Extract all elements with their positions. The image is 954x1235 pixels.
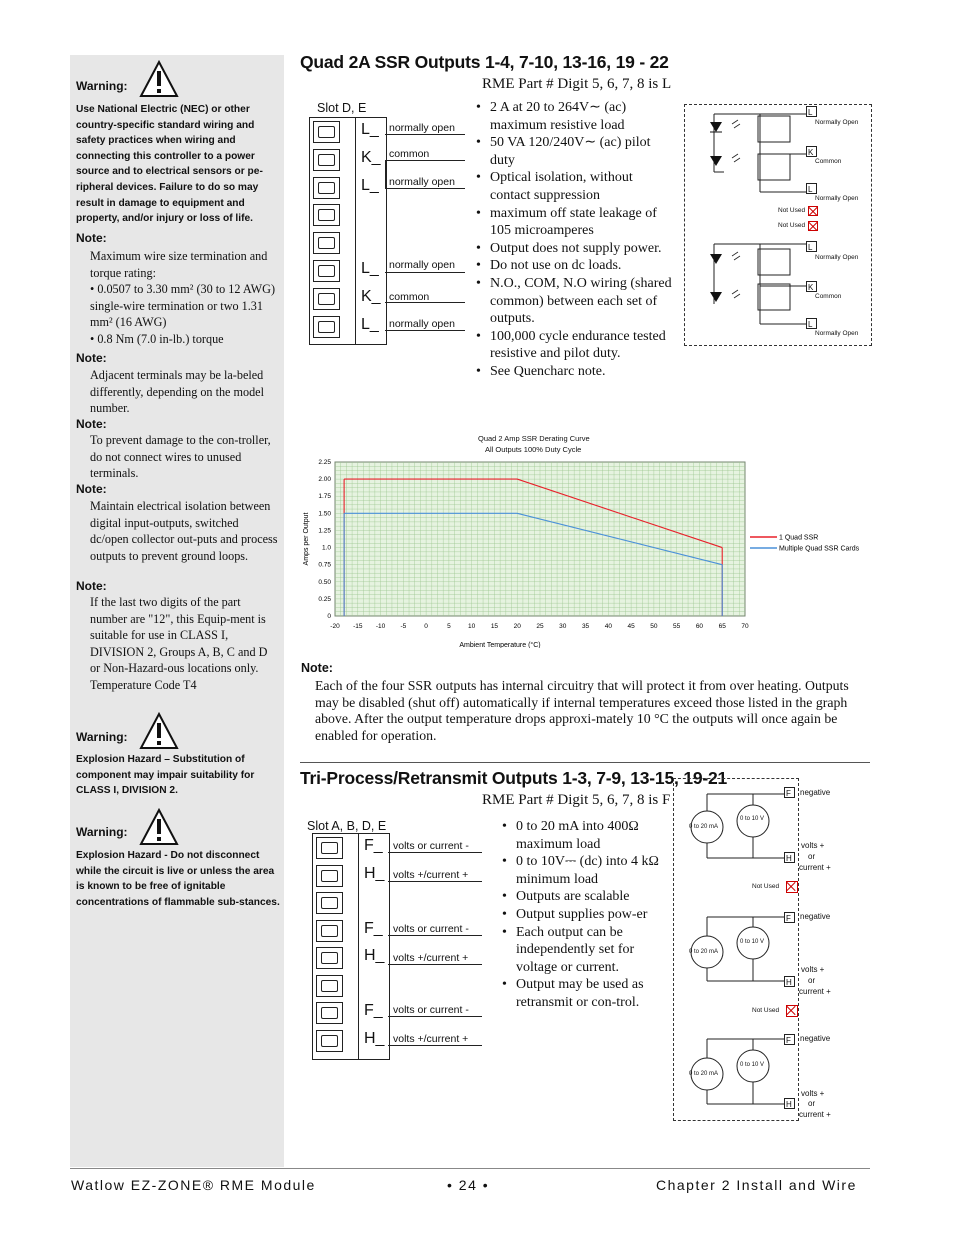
wire [385, 160, 386, 188]
spec-item: • Output may be used as retransmit or con-trol. [502, 976, 662, 1011]
source-label: 0 to 10 V [740, 1062, 765, 1068]
terminal-desc: Normally Open [815, 330, 859, 337]
terminal-screw [316, 920, 343, 942]
wire-label: volts +/current + [393, 1033, 469, 1045]
note-text-line: Maximum wire size termination and torque rating: [90, 249, 268, 280]
terminal-label: H_ [364, 947, 385, 964]
not-used-label: Not Used [752, 1007, 780, 1014]
note-label: Note: [76, 351, 107, 365]
slot-label: Slot A, B, D, E [307, 819, 387, 833]
source-label: 0 to 20 mA [689, 949, 719, 955]
footer-right: Chapter 2 Install and Wire [656, 1177, 857, 1193]
terminal-label: L_ [361, 121, 379, 138]
terminal-desc: volts + [801, 1089, 825, 1098]
page-number: • 24 • [447, 1177, 490, 1193]
terminal-label: F_ [364, 837, 383, 854]
terminal-h: H [784, 852, 795, 863]
terminal-desc: negative [800, 912, 831, 921]
note-text: Each of the four SSR outputs has internal circuitry that will protect it from over heating. Outputs may be disabled (shut off) automatically if internal temperatures exceed those listed in the graph above. After the output temperature drops approxi-mately 10 °C the outputs will once again be enabled for operation. [315, 678, 849, 743]
terminal-screw [316, 865, 343, 887]
terminal-h: H [784, 1098, 795, 1109]
x-tick-label: 25 [536, 623, 544, 630]
terminal-desc: Common [815, 158, 842, 165]
not-used-label: Not Used [778, 222, 806, 229]
x-tick-label: 45 [627, 623, 635, 630]
y-tick-label: 2.00 [318, 476, 331, 484]
note-label: Note: [76, 417, 107, 431]
spec-item: • maximum off state leakage of 105 microamperes [476, 205, 676, 240]
note-label: Note: [301, 661, 333, 675]
not-used-x-icon [808, 221, 818, 231]
wire-label: common [389, 291, 430, 303]
x-tick-label: 55 [673, 623, 681, 630]
terminal-screw [316, 1030, 343, 1052]
spec-item: • 2 A at 20 to 264V∼ (ac) maximum resistive load [476, 99, 676, 134]
terminal-l: L [806, 106, 817, 117]
wire-label: normally open [389, 176, 455, 188]
terminal-desc: or [808, 852, 816, 861]
terminal-desc: Normally Open [815, 254, 859, 261]
terminal-screw [313, 177, 340, 199]
spec-item: • 0 to 20 mA into 400Ω maximum load [502, 818, 662, 853]
y-tick-label: 0.75 [318, 561, 331, 569]
wire-label: volts or current - [393, 1004, 469, 1016]
terminal-screw [313, 121, 340, 143]
x-tick-label: 5 [447, 623, 451, 630]
terminal-label: L_ [361, 176, 379, 194]
section-title: Quad 2A SSR Outputs 1-4, 7-10, 13-16, 19 - 22 [300, 52, 669, 72]
warning-text: Use National Electric (NEC) or other country-specific standard wiring and safety practices when wiring and connecting this controller to a power source and to electrical sensors or pe-ripheral devices. Failure to do so may result in damage to equipment and property, and/or injury or loss of life. [76, 104, 263, 225]
wire [388, 881, 482, 882]
terminal-desc: volts + [801, 841, 825, 850]
terminal-f: F [784, 1034, 795, 1045]
terminal-desc: current + [799, 987, 831, 996]
ssr-schematic-drawing [684, 104, 870, 344]
source-label: 0 to 20 mA [689, 824, 719, 830]
spec-item: • Each output can be independently set for voltage or current. [502, 924, 662, 977]
y-axis-label: Amps per Output [303, 512, 310, 566]
note-text: Maintain electrical isolation between digital input-outputs, switched dc/open collector out-puts and process outputs to prevent ground loops. [90, 499, 278, 563]
derating-chart [296, 456, 896, 648]
wire-label: volts +/current + [393, 952, 469, 964]
note-bullet: • 0.0507 to 3.30 mm² (30 to 12 AWG) single-wire termination or two 1.31 mm² (16 AWG) [90, 282, 276, 329]
source-label: 0 to 10 V [740, 816, 765, 822]
terminal-label: L_ [361, 260, 379, 277]
terminal-desc: Normally Open [815, 195, 859, 202]
x-axis-label: Ambient Temperature (°C) [459, 642, 541, 648]
wire-label: normally open [389, 122, 455, 134]
spec-item: • Output does not supply power. [476, 240, 676, 258]
x-tick-label: 60 [695, 623, 704, 630]
wire [388, 1045, 482, 1046]
terminal-screw [313, 149, 340, 171]
terminal-screw [313, 260, 340, 282]
spec-list [502, 818, 662, 1012]
warning-label: Warning: [76, 730, 128, 744]
x-tick-label: 35 [581, 623, 590, 630]
warning-text: Explosion Hazard – Substitution of component may impair suitability for CLASS I, DIVISION 2. [76, 754, 255, 797]
terminal-f: F [784, 912, 795, 923]
terminal-label: K_ [361, 148, 381, 166]
spec-item: • Output supplies pow-er [502, 906, 662, 924]
warning-label: Warning: [76, 825, 128, 839]
terminal-desc: negative [800, 788, 831, 797]
terminal-desc: or [808, 1099, 816, 1108]
spec-item: • 100,000 cycle endurance tested resistive and pilot duty. [476, 328, 676, 363]
terminal-desc: or [808, 976, 816, 985]
note-text: To prevent damage to the con-troller, do not connect wires to unused terminals. [90, 433, 271, 480]
note-text [90, 248, 280, 347]
spec-list [476, 99, 676, 381]
x-tick-label: 65 [718, 623, 726, 630]
x-tick-label: 70 [741, 623, 749, 630]
wire [385, 134, 465, 135]
y-tick-label: 1.25 [318, 527, 331, 535]
terminal-l: L [806, 318, 817, 329]
chart-subtitle: All Outputs 100% Duty Cycle [485, 445, 582, 454]
not-used-label: Not Used [778, 207, 806, 214]
x-tick-label: -15 [353, 623, 363, 630]
spec-item: • 50 VA 120/240V∼ (ac) pilot duty [476, 134, 676, 169]
wire [385, 188, 465, 189]
terminal-desc: Normally Open [815, 119, 859, 126]
terminal-desc: volts + [801, 965, 825, 974]
x-tick-label: -10 [375, 623, 386, 630]
x-tick-label: 20 [513, 623, 521, 630]
wire [385, 330, 465, 331]
slot-label: Slot D, E [317, 101, 367, 115]
y-tick-label: 0.50 [318, 578, 331, 586]
part-number: RME Part # Digit 5, 6, 7, 8 is F [482, 792, 671, 808]
spec-item: • Do not use on dc loads. [476, 257, 676, 275]
wire [385, 272, 465, 273]
spec-item: • Outputs are scalable [502, 888, 662, 906]
wire [385, 160, 465, 161]
x-tick-label: -20 [330, 623, 340, 630]
y-tick-label: 0 [327, 613, 331, 620]
terminal-desc: Common [815, 293, 842, 300]
section-title: Tri-Process/Retransmit Outputs 1-3, 7-9, 13-15, 19-21 [300, 768, 728, 788]
terminal-k: K [806, 281, 817, 292]
terminal-label: H_ [364, 864, 385, 882]
not-used-x-icon [786, 1005, 798, 1017]
terminal-desc: current + [799, 1110, 831, 1119]
not-used-x-icon [808, 206, 818, 216]
wire-label: normally open [389, 318, 455, 330]
terminal-label: H_ [364, 1029, 385, 1047]
terminal-label: F_ [364, 1002, 383, 1019]
terminal-desc: current + [799, 863, 831, 872]
warning-triangle-icon [139, 60, 179, 98]
spec-item: • 0 to 10V⎓ (dc) into 4 kΩ minimum load [502, 853, 662, 888]
wire [388, 964, 482, 965]
y-tick-label: 2.25 [318, 459, 331, 466]
note-label: Note: [76, 231, 107, 245]
note-label: Note: [76, 579, 107, 593]
terminal-l: L [806, 241, 817, 252]
warning-label: Warning: [76, 79, 128, 93]
spec-item: • N.O., COM, N.O wiring (shared common) between each set of outputs. [476, 275, 676, 328]
wire-label: normally open [389, 259, 455, 271]
source-label: 0 to 20 mA [689, 1071, 719, 1077]
wire-label: volts or current - [393, 840, 469, 852]
wire-label: volts +/current + [393, 869, 469, 881]
wire [388, 852, 482, 853]
wire [388, 1016, 482, 1017]
divider [300, 762, 870, 763]
terminal-label: L_ [361, 315, 379, 333]
note-text: If the last two digits of the part number are "12", this Equip-ment is suitable for use in CLASS I, DIVISION 2, Groups A, B, C and D or Non-Hazard-ous locations only. Temperature Code T4 [90, 595, 268, 692]
terminal-screw [313, 232, 340, 254]
footer-divider [70, 1168, 870, 1169]
terminal-screw [313, 288, 340, 310]
x-tick-label: 40 [604, 623, 612, 630]
terminal-screw [313, 204, 340, 226]
terminal-screw [316, 947, 343, 969]
spec-item: • Optical isolation, without contact suppression [476, 169, 676, 204]
x-tick-label: 10 [468, 623, 476, 630]
note-label: Note: [76, 482, 107, 496]
wire-label: common [389, 148, 430, 160]
y-tick-label: 1.75 [318, 493, 331, 501]
x-tick-label: 50 [650, 623, 658, 630]
terminal-desc: negative [800, 1034, 831, 1043]
terminal-l: L [806, 183, 817, 194]
note-text: Adjacent terminals may be la-beled differently, depending on the model number. [90, 368, 264, 415]
y-tick-label: 0.25 [318, 595, 331, 603]
not-used-label: Not Used [752, 883, 780, 890]
warning-text: Explosion Hazard - Do not disconnect while the circuit is live or unless the area is known to be free of ignitable concentrations of flammable sub-stances. [76, 850, 280, 908]
terminal-screw [316, 1002, 343, 1024]
x-tick-label: 30 [559, 623, 567, 630]
y-tick-label: 1.0 [321, 544, 331, 552]
x-tick-label: 15 [490, 623, 499, 630]
wire [388, 935, 482, 936]
terminal-k: K [806, 146, 817, 157]
terminal-screw [316, 975, 343, 997]
spec-item: • See Quencharc note. [476, 363, 676, 381]
terminal-screw [316, 837, 343, 859]
chart-title: Quad 2 Amp SSR Derating Curve [478, 434, 590, 443]
terminal-screw [313, 316, 340, 338]
not-used-x-icon [786, 881, 798, 893]
note-bullet: • 0.8 Nm (7.0 in-lb.) torque [90, 331, 224, 346]
footer-left: Watlow EZ-ZONE® RME Module [71, 1177, 316, 1193]
warning-triangle-icon [139, 712, 179, 750]
y-tick-label: 1.50 [318, 510, 331, 518]
x-tick-label: 0 [424, 623, 428, 630]
part-number: RME Part # Digit 5, 6, 7, 8 is L [482, 76, 672, 92]
x-tick-label: -5 [400, 623, 407, 630]
legend-label: Multiple Quad SSR Cards [779, 545, 860, 553]
wire-label: volts or current - [393, 923, 469, 935]
terminal-screw [316, 892, 343, 914]
source-label: 0 to 10 V [740, 939, 765, 945]
warning-triangle-icon [139, 808, 179, 846]
terminal-f: F [784, 787, 795, 798]
legend-label: 1 Quad SSR [779, 534, 819, 542]
terminal-label: F_ [364, 919, 383, 937]
terminal-h: H [784, 976, 795, 987]
terminal-label: K_ [361, 287, 381, 305]
